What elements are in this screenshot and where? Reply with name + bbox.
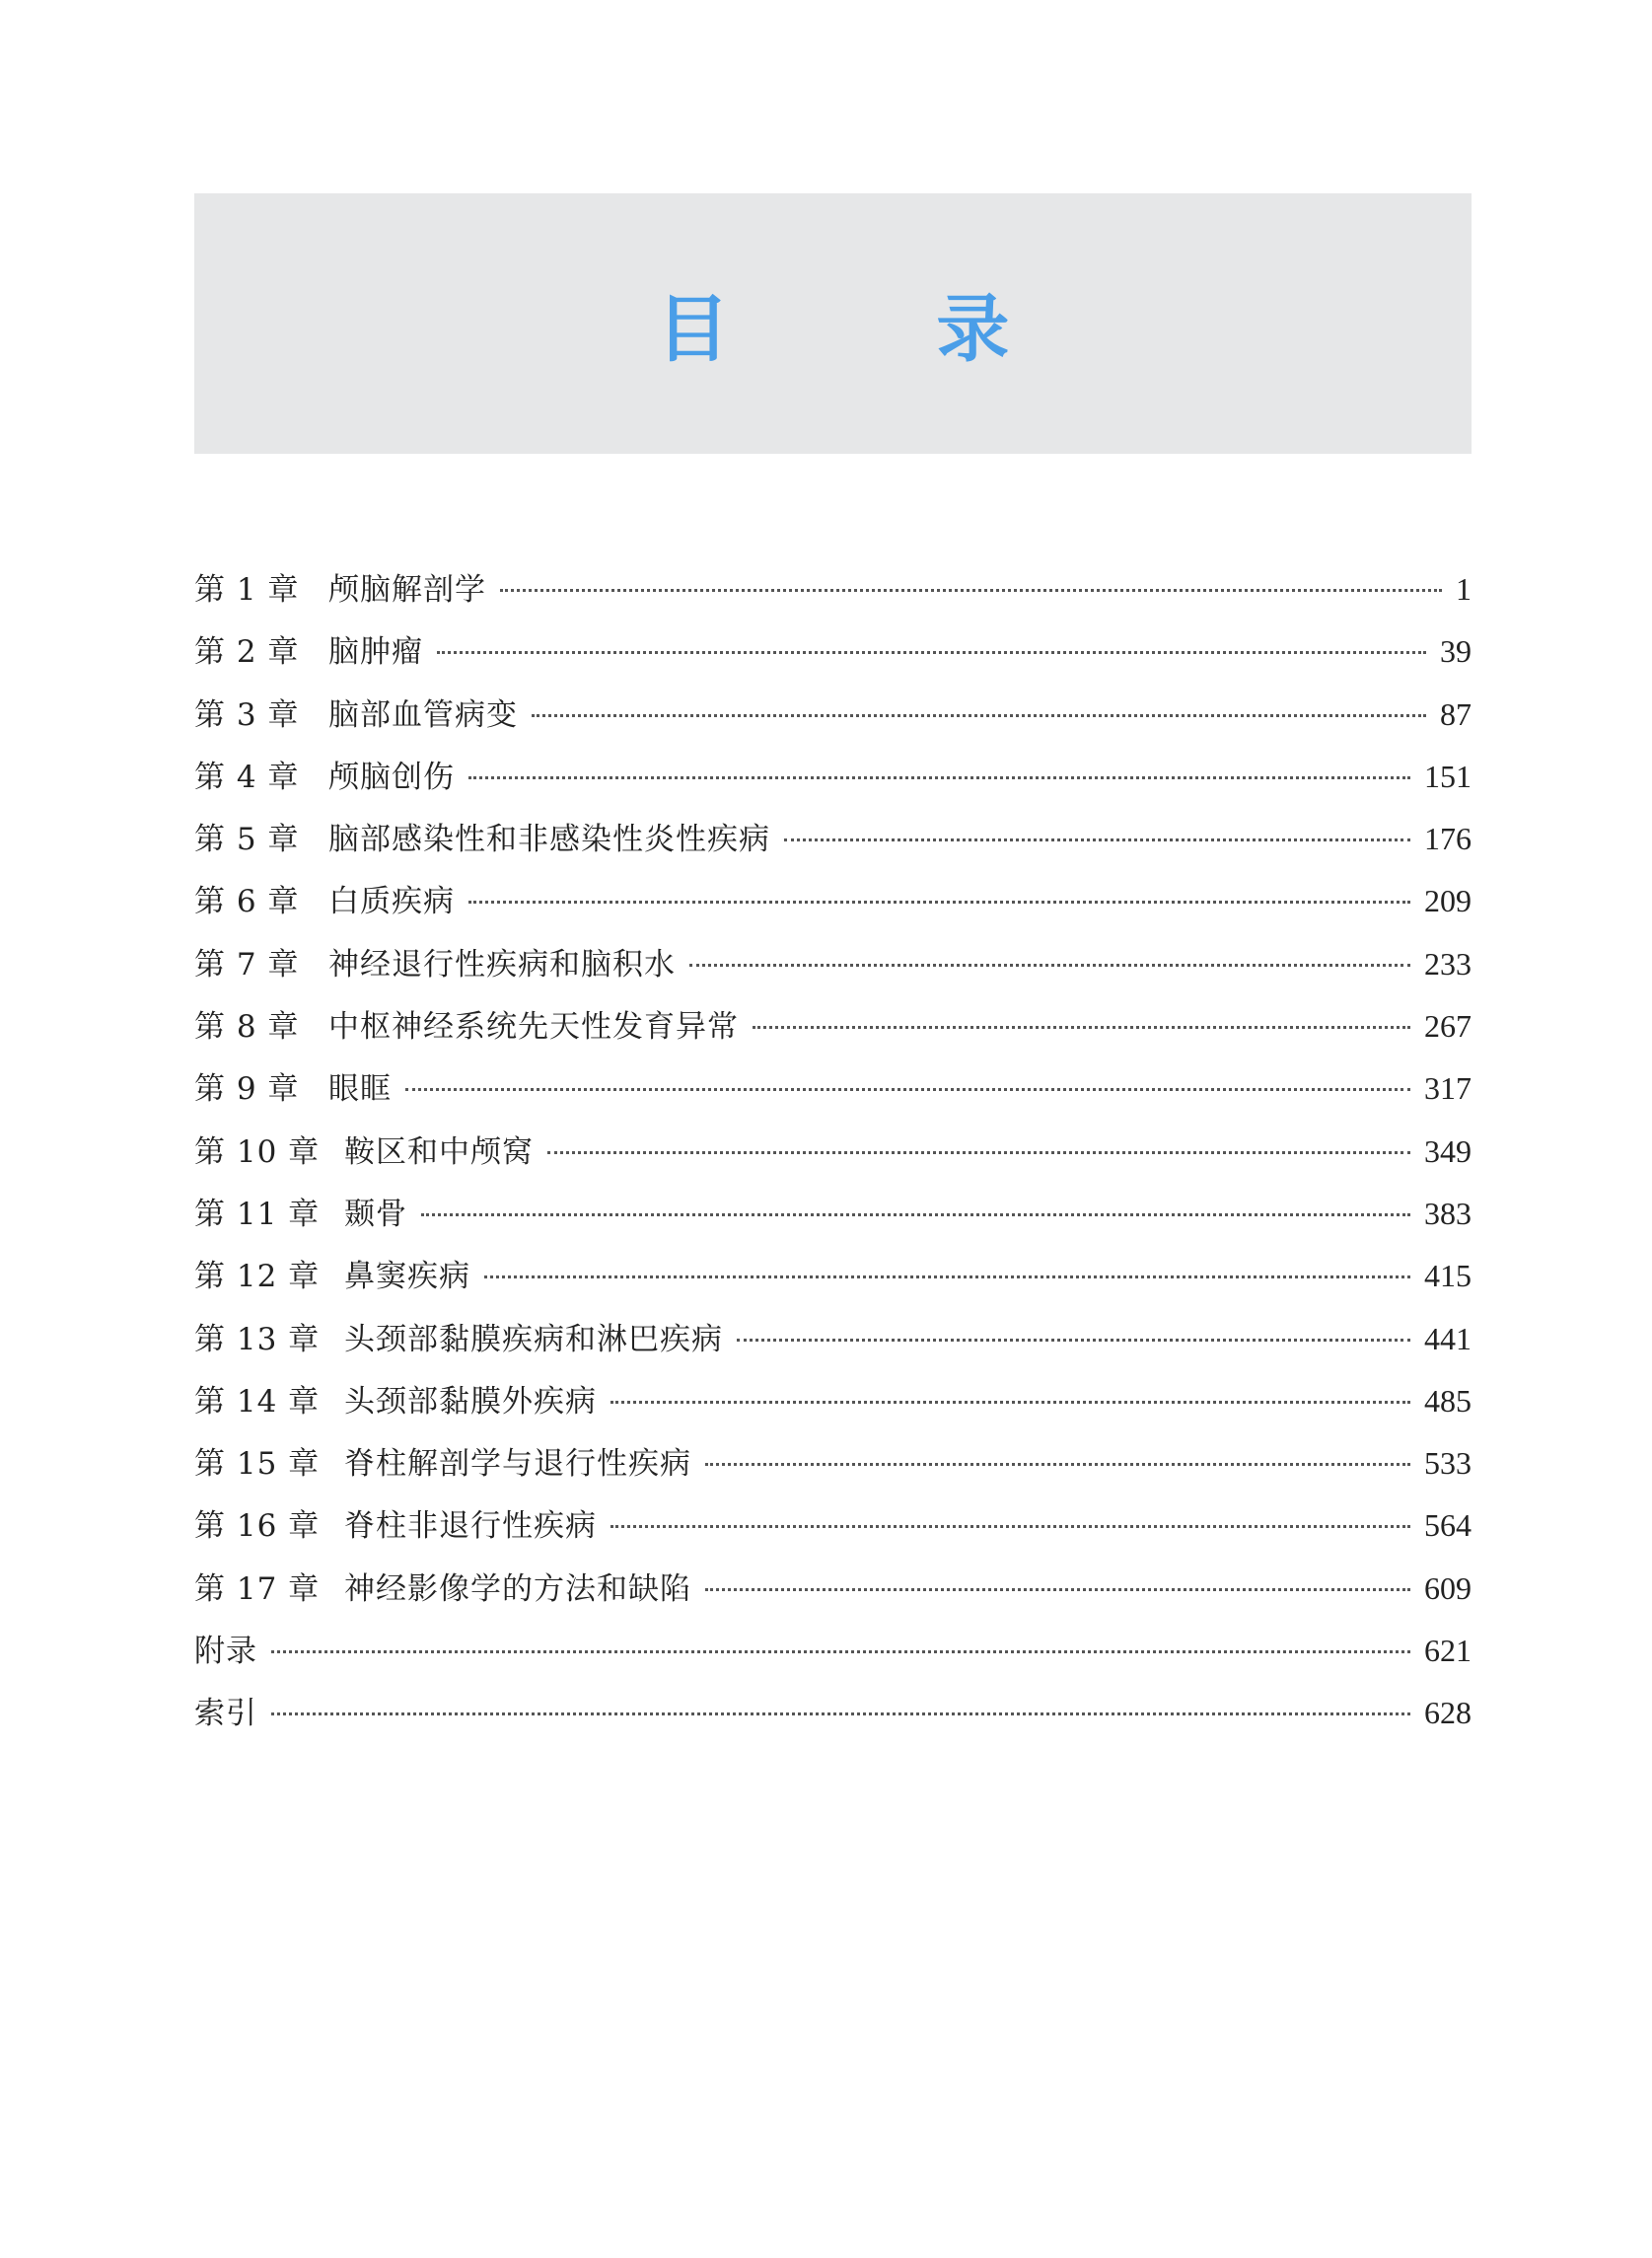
dot-leader bbox=[484, 1275, 1410, 1278]
toc-chapter-number: 第 13 章 bbox=[194, 1321, 321, 1357]
toc-chapter-title: 眼眶 bbox=[328, 1071, 392, 1108]
toc-entry[interactable] bbox=[194, 870, 1472, 932]
toc-entry[interactable] bbox=[194, 746, 1472, 808]
toc-chapter-number: 第 8 章 bbox=[194, 1009, 300, 1046]
toc-entry[interactable] bbox=[194, 1620, 1472, 1682]
toc-entry[interactable] bbox=[194, 1558, 1472, 1620]
toc-chapter-title: 脊柱非退行性疾病 bbox=[344, 1508, 597, 1545]
toc-page-number: 564 bbox=[1424, 1507, 1472, 1544]
title-banner bbox=[194, 193, 1472, 454]
toc-chapter-title: 白质疾病 bbox=[328, 884, 455, 920]
toc-page-number: 441 bbox=[1424, 1320, 1472, 1356]
toc-chapter-number: 第 9 章 bbox=[194, 1071, 300, 1108]
toc-chapter-title: 神经影像学的方法和缺陷 bbox=[344, 1570, 691, 1607]
toc-chapter-number: 第 4 章 bbox=[194, 759, 300, 795]
toc-chapter-title: 中枢神经系统先天性发育异常 bbox=[328, 1009, 739, 1046]
dot-leader bbox=[611, 1401, 1410, 1404]
toc-chapter-title: 索引 bbox=[194, 1696, 257, 1732]
dot-leader bbox=[705, 1588, 1410, 1591]
toc-chapter-title: 脑部血管病变 bbox=[328, 696, 518, 733]
toc-entry[interactable] bbox=[194, 1308, 1472, 1370]
toc-chapter-title: 附录 bbox=[194, 1634, 257, 1670]
toc-chapter-title: 脑部感染性和非感染性炎性疾病 bbox=[328, 822, 770, 858]
dot-leader bbox=[468, 776, 1410, 779]
toc-chapter-number: 第 6 章 bbox=[194, 884, 300, 920]
toc-chapter-title: 鼻窦疾病 bbox=[344, 1259, 470, 1295]
toc-entry[interactable] bbox=[194, 933, 1472, 995]
toc-page-number: 415 bbox=[1424, 1258, 1472, 1294]
toc-chapter-title: 脑肿瘤 bbox=[328, 634, 423, 671]
toc-page-number: 267 bbox=[1424, 1008, 1472, 1045]
dot-leader bbox=[753, 1026, 1410, 1029]
toc-chapter-number: 第 3 章 bbox=[194, 696, 300, 733]
toc-chapter-number: 第 10 章 bbox=[194, 1133, 321, 1170]
toc-entry[interactable] bbox=[194, 1183, 1472, 1245]
toc-page-number: 609 bbox=[1424, 1569, 1472, 1606]
dot-leader bbox=[689, 964, 1410, 967]
toc-chapter-number: 第 12 章 bbox=[194, 1259, 321, 1295]
toc-entry[interactable] bbox=[194, 620, 1472, 683]
toc-entry[interactable] bbox=[194, 808, 1472, 870]
table-of-contents bbox=[194, 558, 1472, 1745]
toc-chapter-title: 颅脑解剖学 bbox=[328, 572, 486, 608]
dot-leader bbox=[468, 901, 1410, 904]
toc-chapter-title: 头颈部黏膜外疾病 bbox=[344, 1383, 597, 1420]
toc-entry[interactable] bbox=[194, 1682, 1472, 1744]
toc-page-number: 1 bbox=[1456, 571, 1472, 607]
toc-chapter-number: 第 1 章 bbox=[194, 572, 300, 608]
toc-page-number: 533 bbox=[1424, 1445, 1472, 1482]
dot-leader bbox=[532, 714, 1426, 717]
toc-page-number: 151 bbox=[1424, 758, 1472, 794]
toc-entry[interactable] bbox=[194, 1121, 1472, 1183]
toc-entry[interactable] bbox=[194, 1245, 1472, 1307]
toc-chapter-title: 鞍区和中颅窝 bbox=[344, 1133, 534, 1170]
toc-page-number: 39 bbox=[1440, 633, 1472, 670]
dot-leader bbox=[437, 651, 1426, 654]
toc-chapter-number: 第 2 章 bbox=[194, 634, 300, 671]
toc-entry[interactable] bbox=[194, 1494, 1472, 1557]
toc-page-number: 349 bbox=[1424, 1132, 1472, 1169]
toc-chapter-number: 第 15 章 bbox=[194, 1446, 321, 1483]
toc-chapter-number: 第 14 章 bbox=[194, 1383, 321, 1420]
dot-leader bbox=[705, 1463, 1410, 1466]
toc-page-number: 233 bbox=[1424, 945, 1472, 982]
dot-leader bbox=[737, 1339, 1410, 1342]
dot-leader bbox=[547, 1151, 1410, 1154]
dot-leader bbox=[405, 1088, 1410, 1091]
toc-chapter-title: 颞骨 bbox=[344, 1196, 407, 1232]
toc-page-number: 209 bbox=[1424, 883, 1472, 919]
toc-entry[interactable] bbox=[194, 558, 1472, 620]
dot-leader bbox=[421, 1213, 1410, 1216]
dot-leader bbox=[500, 589, 1442, 592]
toc-page-number: 383 bbox=[1424, 1195, 1472, 1231]
toc-entry[interactable] bbox=[194, 995, 1472, 1057]
toc-chapter-number: 第 7 章 bbox=[194, 946, 300, 983]
dot-leader bbox=[611, 1525, 1410, 1528]
toc-page-number: 87 bbox=[1440, 695, 1472, 732]
page-title: 目 录 bbox=[656, 287, 1101, 372]
toc-page-number: 628 bbox=[1424, 1695, 1472, 1731]
dot-leader bbox=[271, 1650, 1410, 1653]
toc-page-number: 621 bbox=[1424, 1633, 1472, 1669]
toc-chapter-title: 颅脑创伤 bbox=[328, 759, 455, 795]
dot-leader bbox=[271, 1712, 1410, 1715]
toc-chapter-title: 脊柱解剖学与退行性疾病 bbox=[344, 1446, 691, 1483]
toc-page-number: 485 bbox=[1424, 1382, 1472, 1419]
toc-entry[interactable] bbox=[194, 1432, 1472, 1494]
dot-leader bbox=[784, 838, 1410, 841]
toc-chapter-number: 第 5 章 bbox=[194, 822, 300, 858]
toc-chapter-number: 第 17 章 bbox=[194, 1570, 321, 1607]
toc-chapter-title: 神经退行性疾病和脑积水 bbox=[328, 946, 676, 983]
toc-page-number: 176 bbox=[1424, 821, 1472, 857]
toc-chapter-number: 第 16 章 bbox=[194, 1508, 321, 1545]
toc-entry[interactable] bbox=[194, 1057, 1472, 1120]
toc-chapter-title: 头颈部黏膜疾病和淋巴疾病 bbox=[344, 1321, 723, 1357]
toc-chapter-number: 第 11 章 bbox=[194, 1196, 321, 1232]
toc-entry[interactable] bbox=[194, 1370, 1472, 1432]
toc-entry[interactable] bbox=[194, 684, 1472, 746]
toc-page-number: 317 bbox=[1424, 1070, 1472, 1107]
